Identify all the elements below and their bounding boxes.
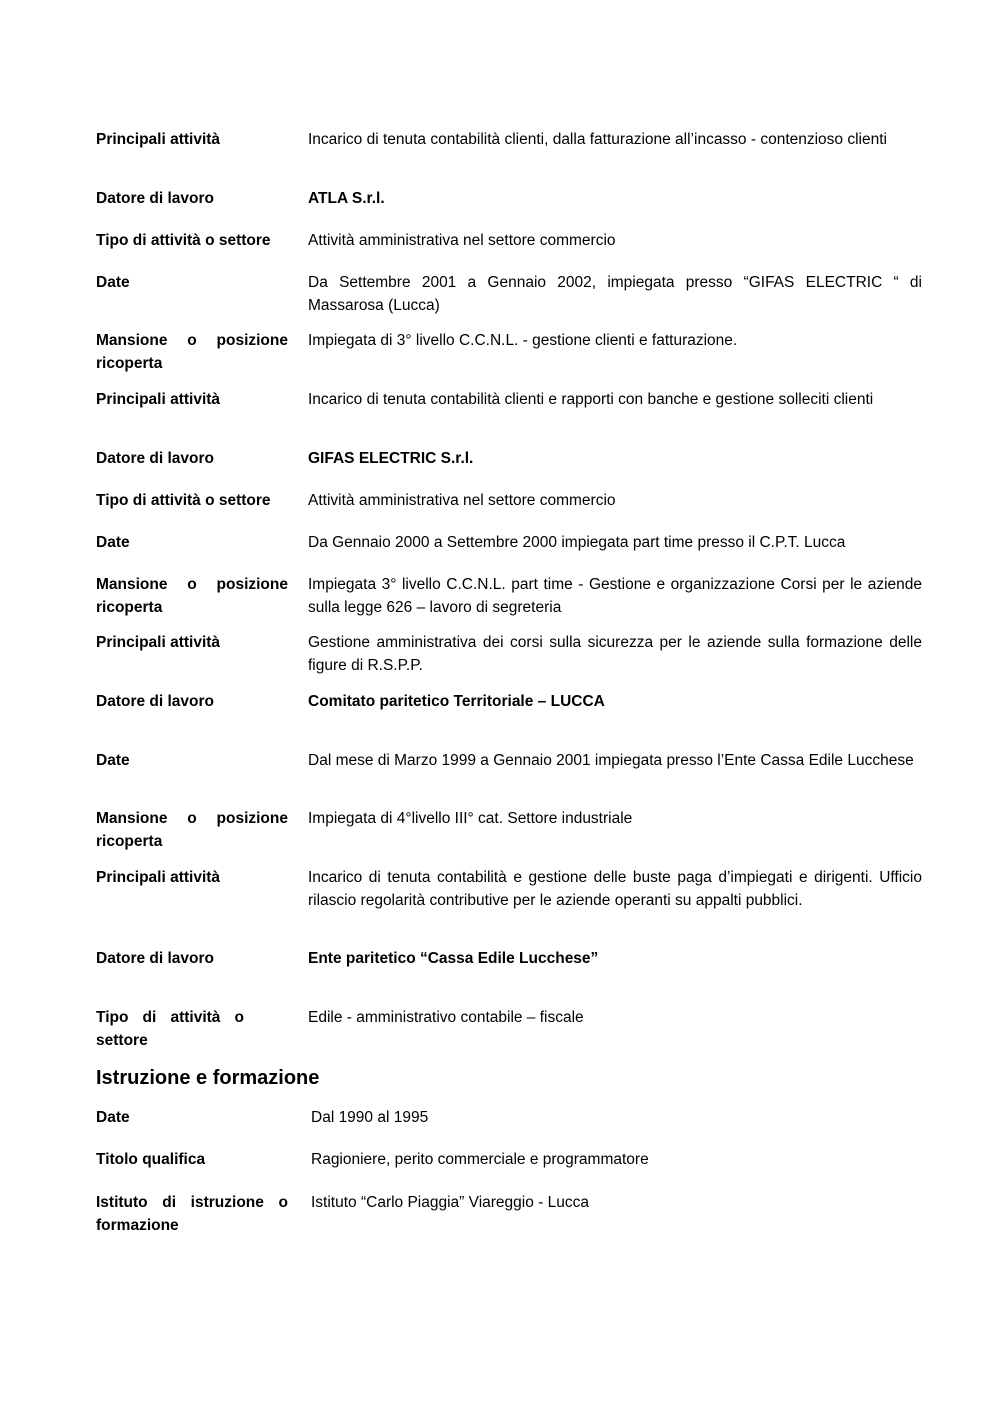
field-label: Date [96,274,130,291]
field-label: Mansione o posizione ricoperta [96,576,288,616]
field-label: Datore di lavoro [96,693,214,710]
field-label: Principali attività [96,391,221,408]
field-value: Dal mese di Marzo 1999 a Gennaio 2001 impiegata presso l’Ente Cassa Edile Lucchese [308,752,914,769]
section-title: Istruzione e formazione [96,1067,320,1089]
employer-name: Comitato paritetico Territoriale – LUCCA [308,693,605,710]
field-value: Attività amministrativa nel settore commercio [308,492,616,509]
field-label: Tipo di attività o settore [96,232,271,249]
field-label: Datore di lavoro [96,190,214,207]
field-value: Da Settembre 2001 a Gennaio 2002, impiegata presso “GIFAS ELECTRIC “ di Massarosa (Lucca) [308,274,922,314]
field-value: Incarico di tenuta contabilità e gestione delle buste paga d’impiegati e dirigenti. Ufficio rilascio regolarità contributive per le aziende operanti su appalti pubblici. [308,869,922,909]
employer-name: GIFAS ELECTRIC S.r.l. [308,450,474,467]
field-label: Istituto di istruzione o formazione [96,1194,288,1234]
field-label: Date [96,1109,130,1126]
field-value: Impiegata di 4°livello III° cat. Settore industriale [308,810,633,827]
field-value: Incarico di tenuta contabilità clienti e rapporti con banche e gestione solleciti clienti [308,391,874,408]
field-value: Attività amministrativa nel settore commercio [308,232,616,249]
field-value: Edile - amministrativo contabile – fiscale [308,1009,584,1026]
field-label: Datore di lavoro [96,950,214,967]
field-value: Ragioniere, perito commerciale e programmatore [311,1151,649,1168]
field-value: Incarico di tenuta contabilità clienti, dalla fatturazione all’incasso - contenzioso clienti [308,131,887,148]
field-label: Principali attività [96,869,221,886]
field-label: Mansione o posizione ricoperta [96,810,288,850]
field-value: Dal 1990 al 1995 [311,1109,429,1126]
field-label: Tipo di attività o settore [96,492,271,509]
field-label: Principali attività [96,634,221,651]
field-label: Date [96,752,130,769]
employer-name: ATLA S.r.l. [308,190,385,207]
employer-name: Ente paritetico “Cassa Edile Lucchese” [308,950,599,967]
field-value: Impiegata 3° livello C.C.N.L. part time - Gestione e organizzazione Corsi per le aziende sulla legge 626 – lavoro di segreteria [308,576,922,616]
field-value: Da Gennaio 2000 a Settembre 2000 impiegata part time presso il C.P.T. Lucca [308,534,846,551]
field-label: Titolo qualifica [96,1151,206,1168]
field-value: Istituto “Carlo Piaggia” Viareggio - Lucca [311,1194,589,1211]
field-label: Datore di lavoro [96,450,214,467]
field-value: Gestione amministrativa dei corsi sulla sicurezza per le aziende sulla formazione delle figure di R.S.P.P. [308,634,922,674]
field-value: Impiegata di 3° livello C.C.N.L. - gestione clienti e fatturazione. [308,332,738,349]
field-label: Tipo di attività o settore [96,1009,244,1049]
field-label: Mansione o posizione ricoperta [96,332,288,372]
field-label: Date [96,534,130,551]
field-label: Principali attività [96,131,221,148]
